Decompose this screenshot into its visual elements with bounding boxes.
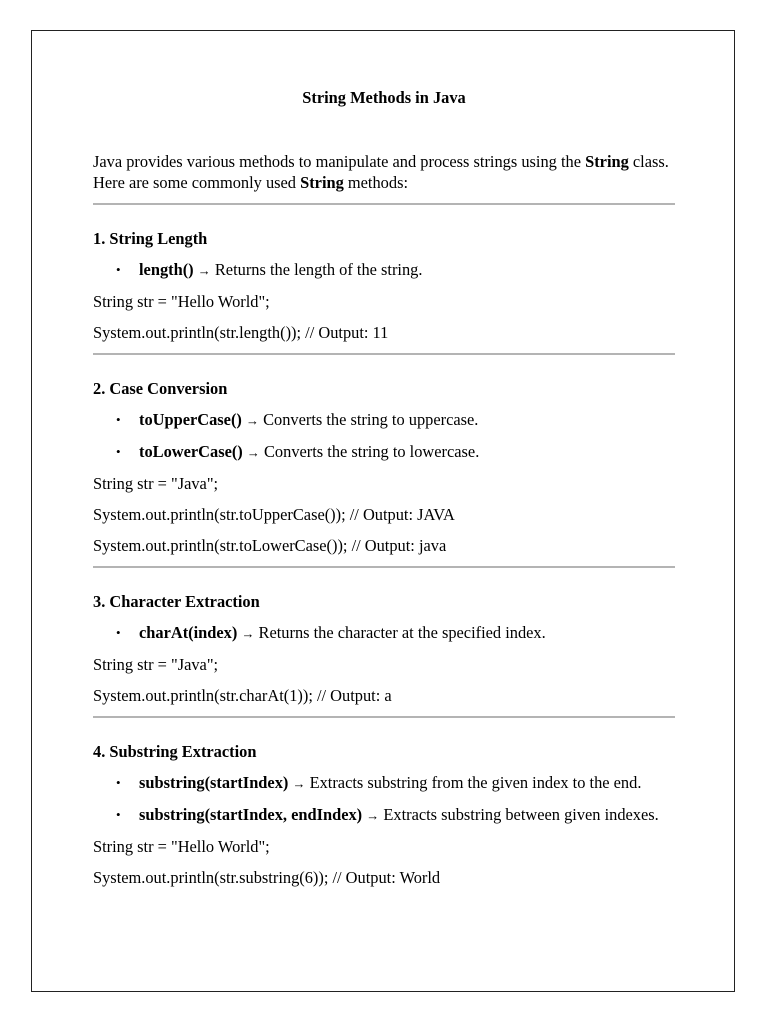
section-divider	[93, 716, 675, 718]
method-list	[93, 409, 675, 463]
code-line: System.out.println(str.toLowerCase()); // Output: java	[93, 536, 447, 555]
arrow-icon: →	[241, 626, 255, 641]
arrow-icon: →	[292, 776, 306, 791]
section-heading: 4. Substring Extraction	[93, 742, 257, 761]
method-item	[139, 259, 675, 281]
intro-bold-string: String	[300, 173, 344, 192]
method-list	[93, 622, 675, 644]
document-page	[31, 30, 735, 992]
method-name: toLowerCase()	[139, 442, 243, 461]
code-line: String str = "Java";	[93, 655, 219, 674]
method-name: toUpperCase()	[139, 410, 242, 429]
method-description: Extracts substring from the given index to the end.	[309, 773, 642, 792]
method-list	[93, 772, 675, 826]
code-line: System.out.println(str.charAt(1)); // Output: a	[93, 686, 392, 705]
arrow-icon: →	[366, 808, 380, 823]
method-description: Extracts substring between given indexes.	[383, 805, 659, 824]
method-item	[139, 441, 675, 463]
document-content	[93, 87, 675, 888]
section-divider	[93, 566, 675, 568]
method-name: length()	[139, 260, 194, 279]
method-name: substring(startIndex, endIndex)	[139, 805, 363, 824]
code-line: System.out.println(str.substring(6)); // Output: World	[93, 868, 441, 887]
method-item	[139, 804, 675, 826]
section-heading: 1. String Length	[93, 229, 208, 248]
arrow-icon: →	[246, 445, 260, 460]
code-line: System.out.println(str.toUpperCase()); // Output: JAVA	[93, 505, 455, 524]
intro-text: methods:	[343, 173, 409, 192]
intro-bold-string: String	[585, 152, 629, 171]
arrow-icon: →	[245, 413, 259, 428]
section-heading: 3. Character Extraction	[93, 592, 260, 611]
intro-text: class. Here are some commonly used	[93, 152, 669, 192]
method-description: Converts the string to uppercase.	[263, 410, 479, 429]
section-divider	[93, 203, 675, 205]
code-line: String str = "Java";	[93, 474, 219, 493]
code-line: String str = "Hello World";	[93, 292, 270, 311]
arrow-icon: →	[197, 263, 211, 278]
section-heading: 2. Case Conversion	[93, 379, 228, 398]
method-name: charAt(index)	[139, 623, 238, 642]
method-item	[139, 622, 675, 644]
page-title: String Methods in Java	[302, 88, 466, 107]
intro-paragraph	[93, 151, 675, 193]
method-description: Returns the length of the string.	[214, 260, 423, 279]
method-description: Converts the string to lowercase.	[264, 442, 480, 461]
section-divider	[93, 353, 675, 355]
method-name: substring(startIndex)	[139, 773, 289, 792]
code-line: System.out.println(str.length()); // Output: 11	[93, 323, 389, 342]
intro-text: Java provides various methods to manipulate and process strings using the	[93, 152, 586, 171]
method-item	[139, 772, 675, 794]
code-line: String str = "Hello World";	[93, 837, 270, 856]
method-list	[93, 259, 675, 281]
method-item	[139, 409, 675, 431]
method-description: Returns the character at the specified index.	[258, 623, 546, 642]
